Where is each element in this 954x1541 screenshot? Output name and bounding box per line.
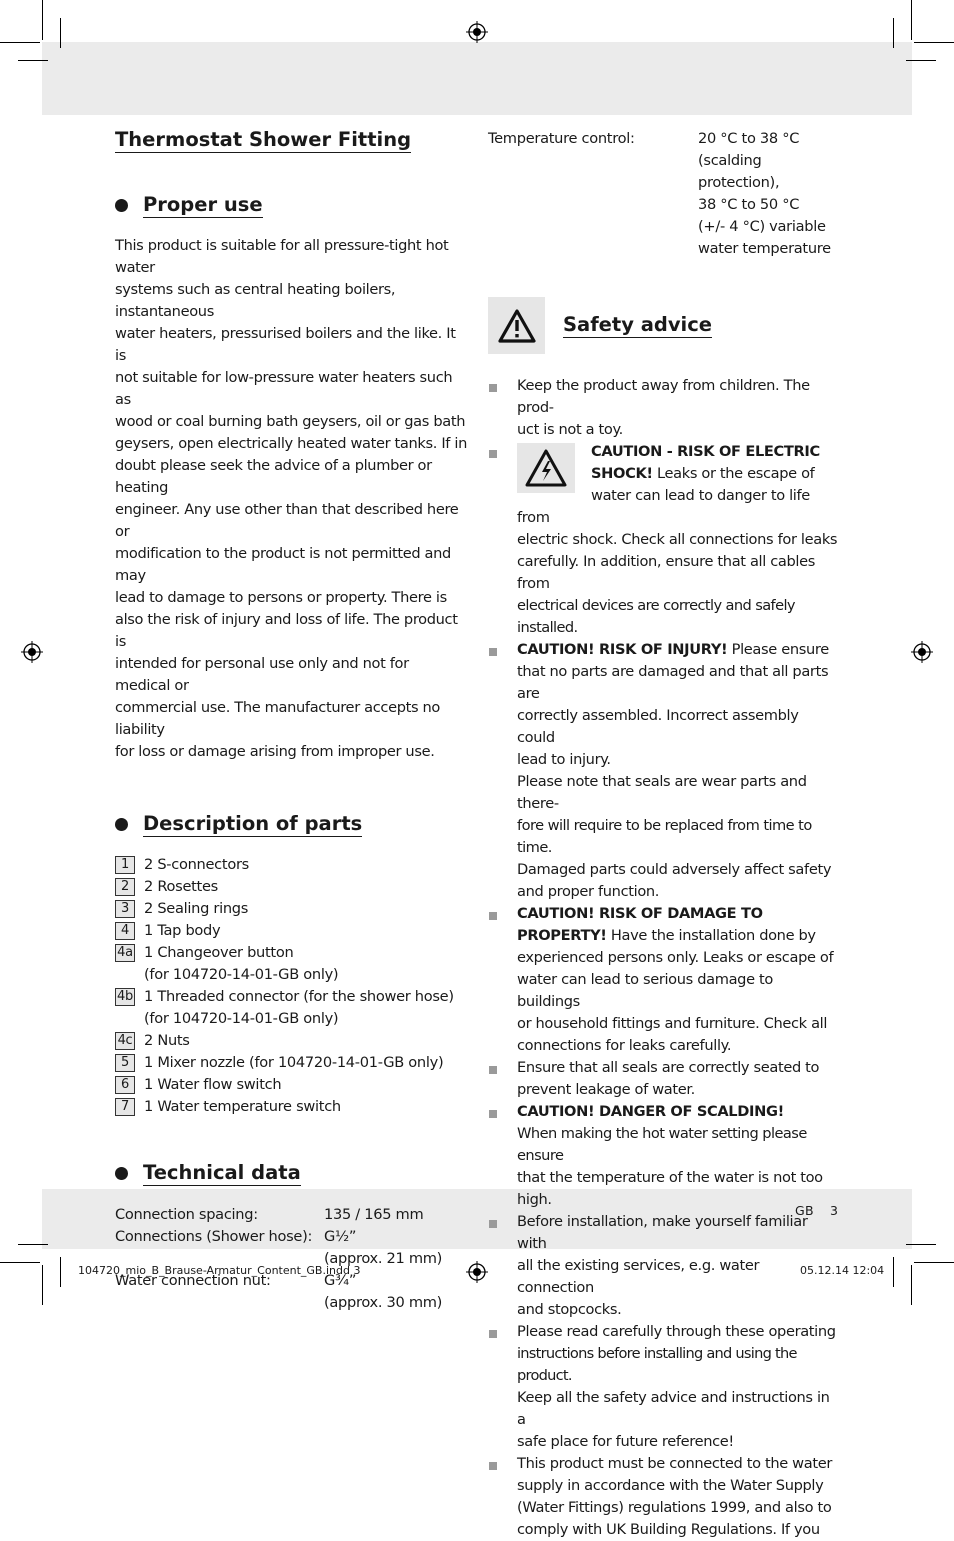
text-line: that no parts are damaged and that all parts are [517,663,829,702]
spec-value: 135 / 165 mm [324,1206,424,1223]
list-item [115,986,467,1008]
list-item-continuation [115,1008,467,1030]
crop-mark [0,1262,40,1263]
parts-list [115,854,467,1118]
proper-use-heading [115,193,467,218]
technical-heading [115,1161,467,1186]
list-item [115,898,467,920]
crop-mark [911,0,912,40]
part-number: 5 [115,1054,135,1072]
crop-mark [911,1265,912,1305]
table-row [488,128,840,150]
part-note: (for 104720-14-01-GB only) [144,1010,339,1027]
part-label: 2 S-connectors [144,856,249,873]
square-bullet-icon [489,912,497,920]
section-title: Technical data [143,1161,301,1184]
text-line: or household fittings and furniture. Check all [517,1015,828,1032]
text-line: all the existing services, e.g. water connection [517,1257,760,1296]
caution-label: CAUTION! RISK OF DAMAGE TO [517,905,763,922]
part-label: 1 Changeover button [144,944,294,961]
list-item [115,854,467,876]
spec-label: Connections (Shower hose): [115,1228,313,1245]
crop-mark [18,60,48,61]
square-bullet-icon [489,1066,497,1074]
list-item [488,639,840,903]
caution-label: PROPERTY! [517,927,607,944]
text-line: Please read carefully through these operating [517,1323,836,1340]
section-title: Safety advice [563,313,713,336]
spec-value: (approx. 30 mm) [324,1294,443,1311]
spec-value: G¾” [324,1272,357,1289]
spec-value: (scalding protection), [698,152,780,191]
text-line: uct is not a toy. [517,421,623,438]
caution-label: CAUTION - RISK OF ELECTRIC [591,443,820,460]
table-row [488,194,840,216]
text-line: water can lead to serious damage to buildings [517,971,773,1010]
print-slug-date: 05.12.14 12:04 [800,1264,885,1277]
list-item [115,1052,467,1074]
text-line: correctly assembled. Incorrect assembly could [517,707,799,746]
square-bullet-icon [489,450,497,458]
caution-label: CAUTION! DANGER OF SCALDING! [517,1103,784,1120]
crop-mark [914,42,954,43]
list-item [488,1321,840,1453]
table-row [115,1292,467,1314]
document-title: Thermostat Shower Fitting [115,128,412,151]
part-number: 3 [115,900,135,918]
right-column [488,128,840,1541]
list-item [488,441,840,639]
table-row [115,1226,467,1248]
part-number: 4b [115,988,135,1006]
print-slug-file: 104720_mio_B_Brause-Armatur_Content_GB.indd 3 [78,1264,361,1277]
text-line: not suitable for low-pressure water heaters such as [115,369,453,408]
text-line: instructions before installing and using the product. [517,1345,797,1384]
text-line: engineer. Any use other than that described here or [115,501,459,540]
text-line: This product must be connected to the water [517,1455,833,1472]
registration-mark-icon [466,1261,488,1283]
list-item [115,942,467,964]
spec-label: Connection spacing: [115,1206,258,1223]
crop-mark [893,1257,894,1287]
list-item [115,1030,467,1052]
text-line: also the risk of injury and loss of life. The product is [115,611,458,650]
part-label: 1 Tap body [144,922,221,939]
crop-mark [906,60,936,61]
list-item [115,876,467,898]
part-label: 1 Water flow switch [144,1076,282,1093]
electric-shock-warning-icon [517,443,575,493]
part-note: (for 104720-14-01-GB only) [144,966,339,983]
list-item [488,1101,840,1211]
crop-mark [18,1244,48,1245]
registration-mark-icon [466,21,488,43]
text-line: comply with UK Building Regulations. If you [517,1521,820,1538]
square-bullet-icon [489,1462,497,1470]
list-item [115,1074,467,1096]
part-label: 2 Rosettes [144,878,218,895]
text-line: Ensure that all seals are correctly seated to [517,1059,820,1076]
text-line: that the temperature of the water is not too high. [517,1169,823,1208]
registration-mark-icon [911,641,933,663]
table-row [488,238,840,260]
parts-heading [115,812,467,837]
crop-mark [42,0,43,40]
part-number: 4 [115,922,135,940]
square-bullet-icon [489,648,497,656]
text-line: When making the hot water setting please ensure [517,1125,807,1164]
table-row [488,150,840,194]
text-line: modification to the product is not permitted and may [115,545,451,584]
text-line: (Water Fittings) regulations 1999, and also to [517,1499,832,1516]
text-line: water can lead to danger to life from [517,487,810,526]
list-item [488,375,840,441]
proper-use-text [115,235,467,763]
part-label: 1 Threaded connector (for the shower hose) [144,988,454,1005]
text-line: systems such as central heating boilers, instantaneous [115,281,396,320]
list-item [488,1211,840,1321]
crop-mark [0,42,40,43]
part-number: 1 [115,856,135,874]
spec-value: (approx. 21 mm) [324,1250,443,1267]
square-bullet-icon [489,1220,497,1228]
crop-mark [60,18,61,48]
text-line: This product is suitable for all pressure-tight hot water [115,237,449,276]
left-column [115,128,467,1314]
part-number: 4c [115,1032,135,1050]
text-line: lead to damage to persons or property. There is [115,589,447,606]
text-line: fore will require to be replaced from time to time. [517,817,812,856]
spec-label: Water connection nut: [115,1272,271,1289]
page-number: 3 [830,1203,838,1218]
spec-label: Temperature control: [488,130,635,147]
part-number: 4a [115,944,135,962]
square-bullet-icon [489,1330,497,1338]
crop-mark [914,1262,954,1263]
text-line: doubt please seek the advice of a plumber or heating [115,457,432,496]
list-item [115,1096,467,1118]
text-line: Have the installation done by [606,927,816,944]
text-line: carefully. In addition, ensure that all cables from [517,553,816,592]
caution-label: CAUTION! RISK OF INJURY! [517,641,728,658]
part-label: 1 Water temperature switch [144,1098,341,1115]
list-item-continuation [115,964,467,986]
part-label: 2 Sealing rings [144,900,249,917]
text-line: lead to injury. [517,751,611,768]
table-row [115,1204,467,1226]
text-line: commercial use. The manufacturer accepts no liability [115,699,441,738]
part-number: 6 [115,1076,135,1094]
bullet-dot-icon [115,818,128,831]
text-line: intended for personal use only and not for medical or [115,655,409,694]
technical-table [115,1204,467,1314]
text-line: Please ensure [727,641,829,658]
text-line: supply in accordance with the Water Supply [517,1477,824,1494]
list-item [488,903,840,1057]
part-label: 1 Mixer nozzle (for 104720-14-01-GB only) [144,1054,444,1071]
part-label: 2 Nuts [144,1032,190,1049]
square-bullet-icon [489,1110,497,1118]
warning-triangle-icon [488,297,545,354]
section-title: Proper use [143,193,263,216]
text-line: geysers, open electrically heated water tanks. If in [115,435,467,452]
text-line: Please note that seals are wear parts and there- [517,773,807,812]
footer-language: GB [795,1203,814,1218]
temperature-spec [488,128,840,260]
spec-value: G½” [324,1228,357,1245]
list-item [488,1057,840,1101]
crop-mark [60,1257,61,1287]
header-band [42,42,912,115]
part-number: 2 [115,878,135,896]
text-line: Leaks or the escape of [652,465,815,482]
section-title: Description of parts [143,812,363,835]
crop-mark [893,18,894,48]
safety-list [488,375,840,1541]
text-line: water heaters, pressurised boilers and the like. It is [115,325,456,364]
text-line: and proper function. [517,883,660,900]
square-bullet-icon [489,384,497,392]
list-item [488,1453,840,1541]
safety-heading [488,297,840,354]
crop-mark [42,1265,43,1305]
text-line: wood or coal burning bath geysers, oil or gas bath [115,413,466,430]
text-line: electrical devices are correctly and safely installed. [517,597,795,636]
text-line: prevent leakage of water. [517,1081,695,1098]
list-item [115,920,467,942]
text-line: Keep all the safety advice and instructions in a [517,1389,830,1428]
part-number: 7 [115,1098,135,1116]
bullet-dot-icon [115,1167,128,1180]
text-line: connections for leaks carefully. [517,1037,732,1054]
caution-label: SHOCK! [591,465,653,482]
bullet-dot-icon [115,199,128,212]
spec-value: water temperature [698,240,831,257]
spec-value: 20 °C to 38 °C [698,130,800,147]
text-line: safe place for future reference! [517,1433,734,1450]
text-line: Keep the product away from children. The prod- [517,377,810,416]
registration-mark-icon [21,641,43,663]
text-line: for loss or damage arising from improper use. [115,743,435,760]
table-row [488,216,840,238]
text-line: and stopcocks. [517,1301,622,1318]
text-line: Damaged parts could adversely affect safety [517,861,832,878]
crop-mark [906,1244,936,1245]
text-line: experienced persons only. Leaks or escape of [517,949,834,966]
text-line: Before installation, make yourself familiar with [517,1213,808,1252]
spec-value: (+/- 4 °C) variable [698,218,826,235]
spec-value: 38 °C to 50 °C [698,196,800,213]
text-line: electric shock. Check all connections for leaks [517,531,838,548]
